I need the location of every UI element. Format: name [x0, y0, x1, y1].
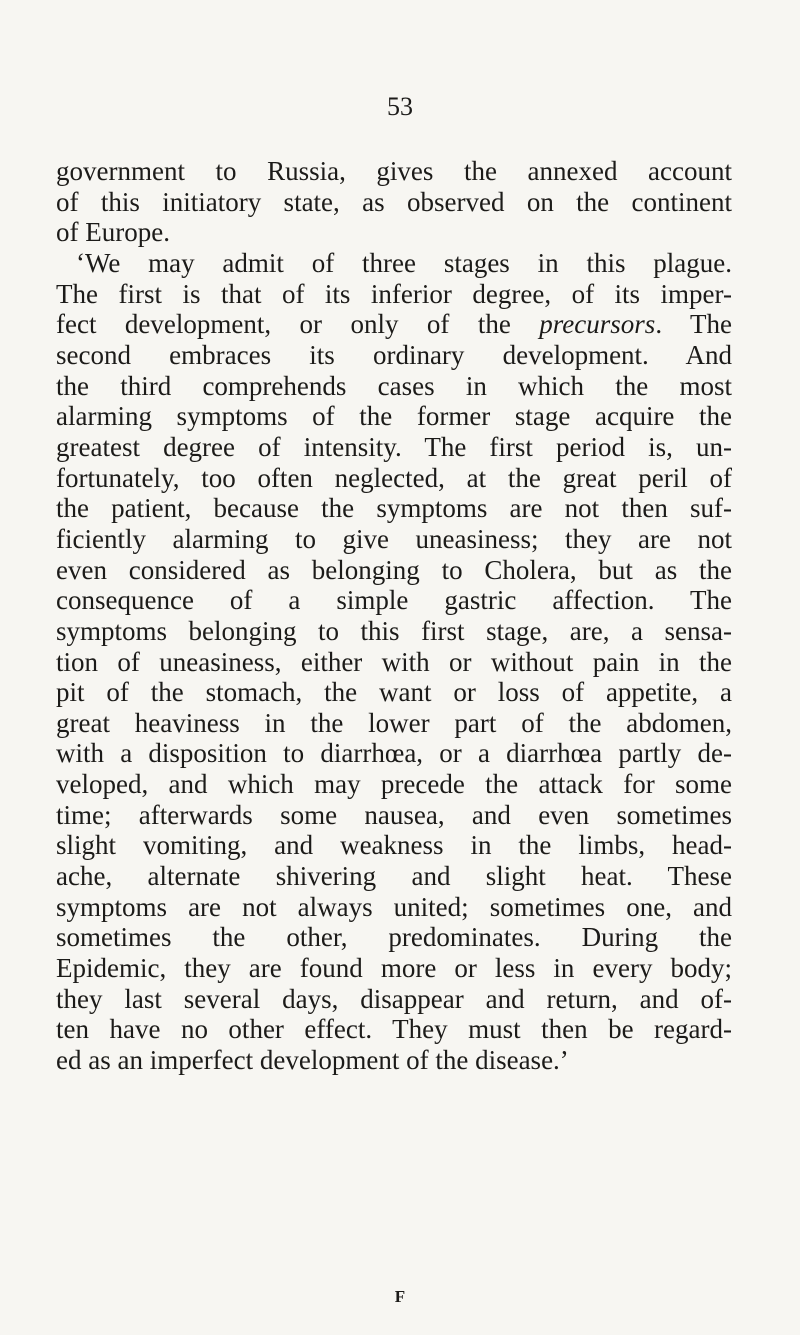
- text-line: even considered as belonging to Cholera, but as the: [56, 554, 732, 585]
- text-line: pit of the stomach, the want or loss of appetite, a: [56, 677, 732, 708]
- text-line: ‘We may admit of three stages in this plague.: [76, 247, 732, 278]
- text-line: symptoms are not always united; sometimes one, and: [56, 891, 732, 922]
- text-line: slight vomiting, and weakness in the limbs, head-: [56, 830, 732, 861]
- text-line: time; afterwards some nausea, and even sometimes: [56, 799, 732, 830]
- text-line: consequence of a simple gastric affection. The: [56, 585, 732, 616]
- text-line: of this initiatory state, as observed on the continent: [56, 186, 732, 217]
- text-line: of Europe.: [56, 217, 170, 248]
- text-line: greatest degree of intensity. The first period is, un-: [56, 431, 732, 462]
- page-number: 53: [387, 92, 413, 121]
- signature-mark: F: [394, 1287, 406, 1306]
- italic-term: precursors: [539, 309, 656, 340]
- text-line: fect development, or only of the precursors. The: [56, 309, 732, 340]
- text-line: ed as an imperfect development of the disease.’: [56, 1045, 569, 1076]
- text-line: with a disposition to diarrhœa, or a diarrhœa partly de-: [56, 738, 732, 769]
- text-line: ache, alternate shivering and slight heat. These: [56, 861, 732, 892]
- text-line: Epidemic, they are found more or less in every body;: [56, 953, 732, 984]
- text-line: The first is that of its inferior degree, of its imper-: [56, 278, 732, 309]
- text-line: the third comprehends cases in which the most: [56, 370, 732, 401]
- text-line: ficiently alarming to give uneasiness; they are not: [56, 523, 732, 554]
- text-line: fortunately, too often neglected, at the great peril of: [56, 462, 732, 493]
- text-line: veloped, and which may precede the attack for some: [56, 769, 732, 800]
- text-line: ten have no other effect. They must then be regard-: [56, 1014, 732, 1045]
- text-line: tion of uneasiness, either with or without pain in the: [56, 646, 732, 677]
- body-text: [56, 156, 732, 1076]
- text-line: symptoms belonging to this first stage, are, a sensa-: [56, 615, 732, 646]
- text-line: they last several days, disappear and return, and of-: [56, 983, 732, 1014]
- text-line: government to Russia, gives the annexed account: [56, 156, 732, 186]
- text-line: great heaviness in the lower part of the abdomen,: [56, 707, 732, 738]
- text-line: second embraces its ordinary development. And: [56, 339, 732, 370]
- text-line: sometimes the other, predominates. During the: [56, 922, 732, 953]
- text-line: alarming symptoms of the former stage acquire the: [56, 401, 732, 432]
- text-line: the patient, because the symptoms are not then suf-: [56, 493, 732, 524]
